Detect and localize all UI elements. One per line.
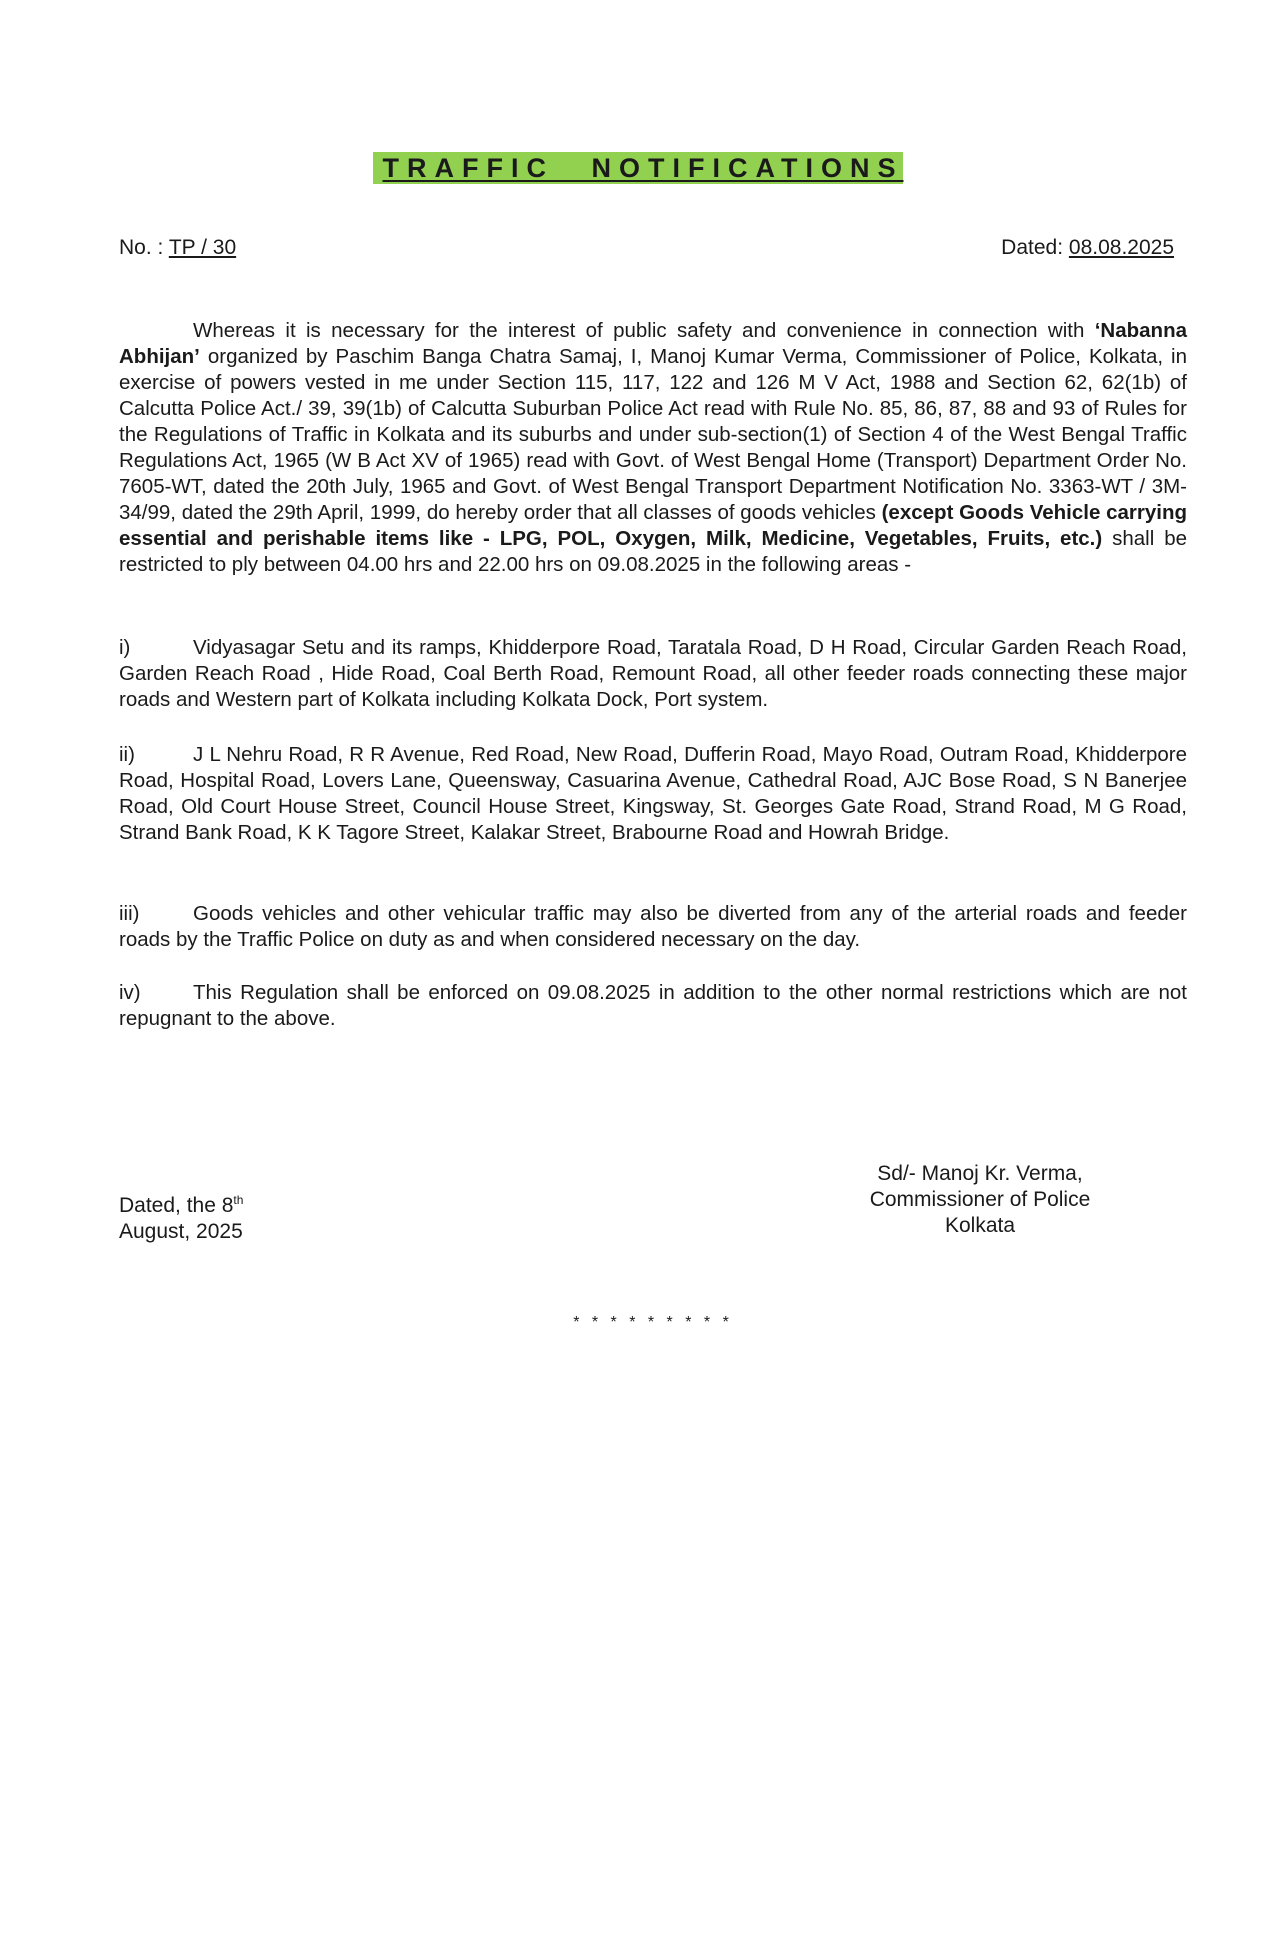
list-item-text: Goods vehicles and other vehicular traffic may also be diverted from any of the arterial roads and feeder roads by the Traffic Police on duty as and when considered necessary on the day. [119,902,1187,951]
main-paragraph-part3: shall be restricted to ply between 04.00 hrs and 22.00 hrs on 09.08.2025 in the following areas - [119,527,1187,576]
footer-date-suffix: th [233,1193,244,1207]
list-item-number: iii) [119,902,140,925]
title-container [0,152,1276,184]
list-item-number: iv) [119,981,141,1004]
signature-block [830,1161,1130,1239]
exception-clause: (except Goods Vehicle carrying essential and perishable items like - LPG, POL, Oxygen, Milk, Medicine, Vegetables, Fruits, etc.) [119,501,1187,550]
footer-date-text: Dated, the 8 [119,1194,234,1217]
date-label: Dated: [1001,236,1069,259]
list-item [119,742,1187,846]
footer-date [119,1187,243,1245]
event-name: ‘Nabanna Abhijan’ [119,319,1187,368]
footer-date-line2: August, 2025 [119,1220,243,1243]
list-item-text: This Regulation shall be enforced on 09.08.2025 in addition to the other normal restrictions which are not repugnant to the above. [119,981,1187,1030]
reference-row [119,236,1174,260]
end-marks: * * * * * * * * * [573,1314,733,1331]
number-value: TP / 30 [168,236,237,259]
main-paragraph-part1: Whereas it is necessary for the interest of public safety and convenience in connection with [193,319,1095,342]
signatory-designation: Commissioner of Police [869,1188,1091,1211]
signatory-location: Kolkata [944,1214,1016,1237]
date-value: 08.08.2025 [1068,236,1174,259]
list-item-number: i) [119,636,131,659]
list-item [119,635,1187,713]
notification-date [1001,236,1174,260]
list-item-text: Vidyasagar Setu and its ramps, Khidderpore Road, Taratala Road, D H Road, Circular Garden Reach Road, Garden Reach Road , Hide Road, Coal Berth Road, Remount Road, all other feeder roads connecting these major roads and Western part of Kolkata including Kolkata Dock, Port system. [119,636,1187,711]
signatory-name: Sd/- Manoj Kr. Verma, [877,1162,1083,1185]
list-item [119,901,1187,953]
main-paragraph-part2: organized by Paschim Banga Chatra Samaj, I, Manoj Kumar Verma, Commissioner of Police, Kolkata, in exercise of powers vested in me under Section 115, 117, 122 and 126 M V Act, 1988 and Section 62, 62(1b) of Calcutta Police Act./ 39, 39(1b) of Calcutta Suburban Police Act read with Rule No. 85, 86, 87, 88 and 93 of Rules for the Regulations of Traffic in Kolkata and its suburbs and under sub-section(1) of Section 4 of the West Bengal Traffic Regulations Act, 1965 (W B Act XV of 1965) read with Govt. of West Bengal Home (Transport) Department Order No. 7605-WT, dated the 20th July, 1965 and Govt. of West Bengal Transport Department Notification No. 3363-WT / 3M- 34/99, dated the 29th April, 1999, do hereby order that all classes of goods vehicles [119,345,1187,524]
page-title: TRAFFIC NOTIFICATIONS [373,152,904,184]
list-item-text: J L Nehru Road, R R Avenue, Red Road, New Road, Dufferin Road, Mayo Road, Outram Road, Khidderpore Road, Hospital Road, Lovers Lane, Queensway, Casuarina Avenue, Cathedral Road, AJC Bose Road, S N Banerjee Road, Old Court House Street, Council House Street, Kingsway, St. Georges Gate Road, Strand Road, M G Road, Strand Bank Road, K K Tagore Street, Kalakar Street, Brabourne Road and Howrah Bridge. [119,743,1187,844]
list-item-number: ii) [119,743,135,766]
main-paragraph [119,318,1187,578]
list-item [119,980,1187,1032]
notification-number [119,236,236,260]
footer-date-line1 [119,1187,243,1219]
number-label: No. : [119,236,169,259]
